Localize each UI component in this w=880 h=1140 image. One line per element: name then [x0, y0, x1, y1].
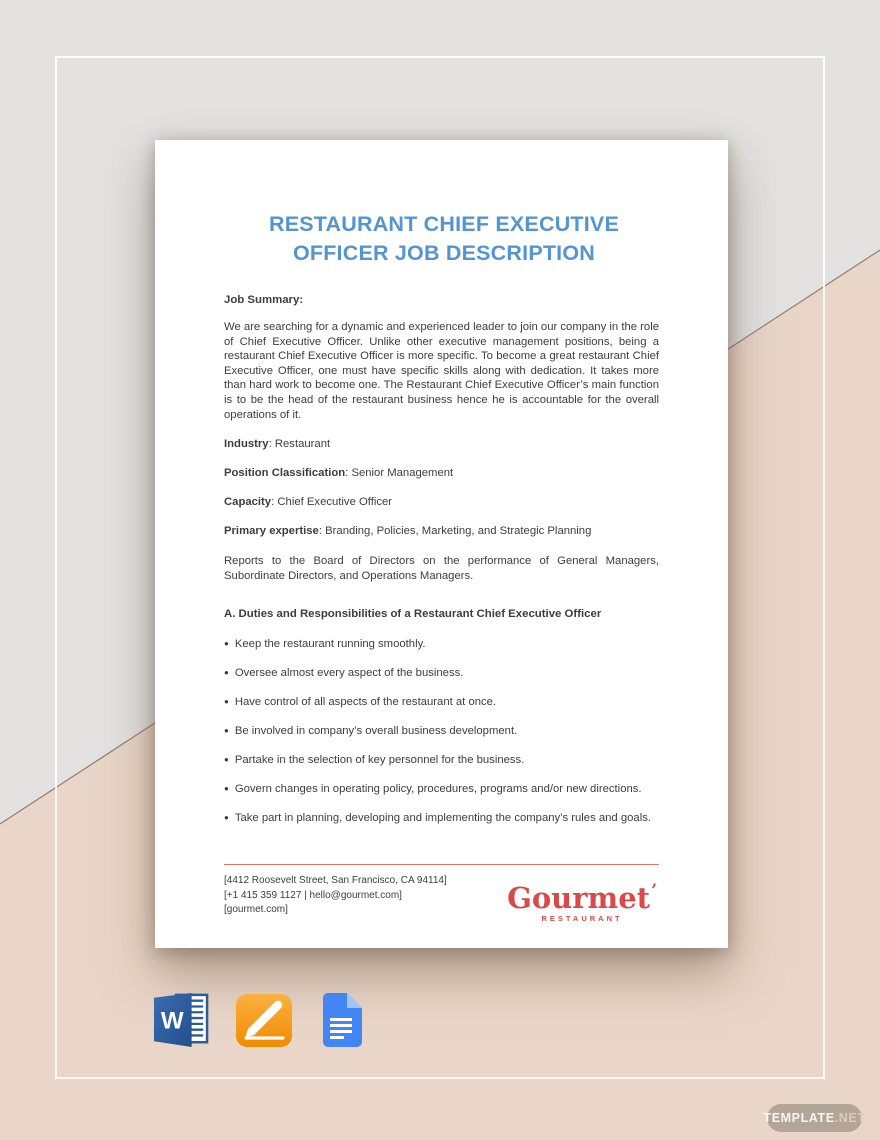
duty-item [224, 783, 659, 796]
gourmet-logo-subtext: RESTAURANT [541, 914, 623, 924]
duty-item [224, 696, 659, 709]
gourmet-logo-apostrophe: ’ [651, 881, 657, 902]
document-preview-page[interactable] [155, 140, 728, 948]
contact-block [224, 874, 447, 917]
badge-secondary-text: .NET [834, 1111, 866, 1125]
field-separator: : [318, 525, 326, 538]
reports-to-line: Reports to the Board of Directors on the performance of General Managers, Subordinate Directors, and Operations Managers. [224, 555, 659, 582]
duty-item [224, 754, 659, 767]
gourmet-logo-wordmark [507, 876, 657, 916]
duty-text: Oversee almost every aspect of the business. [234, 666, 464, 679]
duty-text: Govern changes in operating policy, procedures, programs and/or new directions. [234, 782, 642, 795]
bullet-icon: ● [224, 754, 229, 764]
field-capacity [224, 496, 659, 509]
document-title: RESTAURANT CHIEF EXECUTIVE OFFICER JOB DESCRIPTION [268, 212, 620, 265]
apple-pages-icon[interactable] [236, 994, 292, 1047]
contact-address: [4412 Roosevelt Street, San Francisco, CA 94114] [224, 875, 447, 887]
word-letter: W [160, 1007, 184, 1035]
duties-section-heading: A. Duties and Responsibilities of a Restaurant Chief Executive Officer [224, 608, 602, 621]
duty-text: Be involved in company’s overall business development. [234, 724, 518, 737]
field-value: Restaurant [274, 438, 331, 451]
job-summary-paragraph: We are searching for a dynamic and experienced leader to join our company in the role of Chief Executive Officer. Unlike other executive management positions, being a restaurant Chief Executive Officer is more specific. To become a great restaurant Chief Executive Officer, one must have specific skills along with dedication. It takes more than hard work to become one. The Restaurant Chief Executive Officer’s main function is to be the head of the restaurant business hence he is accountable for the overall operations of it. [224, 321, 659, 421]
footer-divider [224, 864, 659, 865]
job-summary-heading: Job Summary: [224, 294, 304, 306]
bullet-icon: ● [224, 638, 229, 648]
bullet-icon: ● [224, 783, 229, 793]
field-separator: : [268, 438, 275, 451]
field-label: Capacity [224, 496, 272, 509]
field-label: Primary expertise [224, 525, 319, 538]
duty-item [224, 667, 659, 680]
field-label: Industry [224, 438, 269, 451]
duty-item [224, 638, 659, 651]
field-separator: : [345, 467, 352, 480]
contact-phone-email: [+1 415 359 1127 | hello@gourmet.com] [224, 889, 402, 901]
template-net-badge [763, 1104, 866, 1132]
field-value: Branding, Policies, Marketing, and Strategic Planning [325, 525, 592, 538]
file-format-icons [152, 991, 364, 1049]
field-value: Senior Management [351, 467, 454, 480]
badge-primary-text: TEMPLATE [763, 1111, 835, 1125]
duty-item [224, 725, 659, 738]
field-position-classification [224, 467, 659, 480]
duty-text: Partake in the selection of key personnel for the business. [234, 753, 525, 766]
field-primary-expertise [224, 525, 659, 538]
duty-text: Take part in planning, developing and implementing the company’s rules and goals. [234, 811, 652, 824]
contact-website: [gourmet.com] [224, 903, 288, 915]
bullet-icon: ● [224, 696, 229, 706]
document-footer [224, 874, 659, 923]
field-separator: : [271, 496, 278, 509]
duty-item [224, 812, 659, 825]
field-label: Position Classification [224, 467, 346, 480]
bullet-icon: ● [224, 725, 229, 735]
bullet-icon: ● [224, 667, 229, 677]
gourmet-logo-text: Gourmet [507, 881, 651, 916]
ms-word-icon[interactable] [152, 992, 210, 1048]
field-value: Chief Executive Officer [277, 496, 393, 509]
gourmet-logo [507, 876, 657, 923]
duty-text: Have control of all aspects of the restaurant at once. [234, 695, 497, 708]
google-docs-icon[interactable] [318, 991, 364, 1049]
bullet-icon: ● [224, 812, 229, 822]
duty-text: Keep the restaurant running smoothly. [234, 637, 426, 650]
field-industry [224, 438, 659, 451]
